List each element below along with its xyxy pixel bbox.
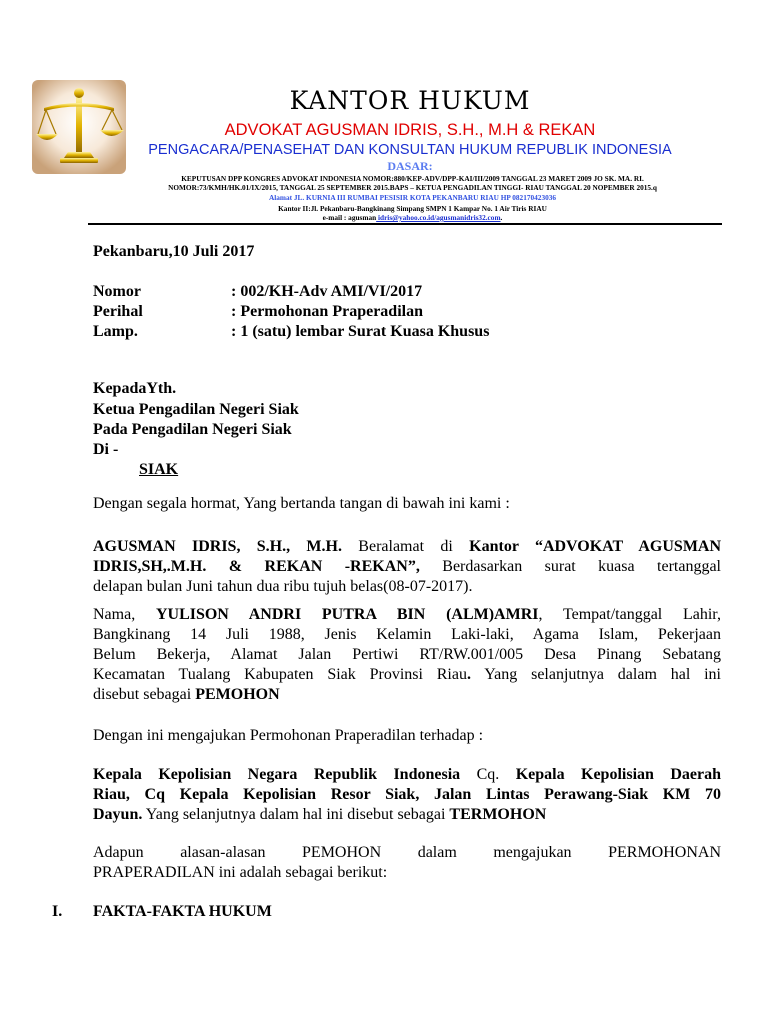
header-divider — [88, 223, 722, 225]
email-label: e-mail : agusman — [322, 213, 377, 222]
scales-of-justice-icon — [30, 78, 128, 176]
dasar-line-1: KEPUTUSAN DPP KONGRES ADVOKAT INDONESIA NOMOR:880/KEP-ADV/DPP-KAI/III/2009 TANGGAL 23 MARET 2009 JO SK. MA. RI. — [181, 174, 644, 183]
p4-line-3: Dayun. Yang selanjutnya dalam hal ini disebut sebagai TERMOHON — [93, 806, 547, 823]
place-date: Pekanbaru,10 Juli 2017 — [93, 243, 255, 260]
dasar-heading: DASAR: — [387, 159, 433, 173]
paragraph-request: Dengan ini mengajukan Permohonan Praperadilan terhadap : — [93, 727, 484, 744]
recipient-di: Di - — [93, 441, 119, 458]
email-link[interactable]: idris@yahoo.co.id/agusmanidris32.com — [376, 213, 501, 222]
recipient-line-2: Pada Pengadilan Negeri Siak — [93, 421, 292, 438]
p4-line-2: Riau, Cq Kepala Kepolisian Resor Siak, Jalan Lintas Perawang-Siak KM 70 — [93, 786, 721, 803]
p2-line-5: disebut sebagai PEMOHON — [93, 686, 280, 703]
p2-line-3: Belum Bekerja, Alamat Jalan Pertiwi RT/RW.001/005 Desa Pinang Sebatang — [93, 646, 721, 663]
p2-line-4: Kecamatan Tualang Kabupaten Siak Provinsi Riau. Yang selanjutnya dalam hal ini — [93, 666, 721, 683]
recipient-salutation: KepadaYth. — [93, 380, 177, 397]
meta-label-nomor: Nomor — [93, 283, 141, 300]
office-email — [140, 213, 685, 222]
email-end: . — [500, 213, 503, 222]
p4-line-1: Kepala Kepolisian Negara Republik Indonesia Cq. Kepala Kepolisian Daerah — [93, 766, 722, 783]
paragraph-applicant — [93, 605, 721, 705]
p1-line-2: IDRIS,SH,.M.H. & REKAN -REKAN”, Berdasarkan surat kuasa tertanggal — [93, 558, 721, 575]
p1-line-3: delapan bulan Juni tahun dua ribu tujuh belas(08-07-2017). — [93, 578, 473, 595]
firm-tagline: PENGACARA/PENASEHAT DAN KONSULTAN HUKUM REPUBLIK INDONESIA — [148, 142, 672, 158]
office-address-1: Alamat JL. KURNIA III RUMBAI PESISIR KOTA PEKANBARU RIAU HP 082170423036 — [268, 193, 557, 202]
section-title: FAKTA-FAKTA HUKUM — [93, 903, 272, 920]
meta-value-nomor: : 002/KH-Adv AMI/VI/2017 — [231, 283, 423, 300]
recipient-city: SIAK — [139, 461, 179, 478]
office-title: KANTOR HUKUM — [289, 86, 531, 115]
paragraph-respondent — [93, 765, 721, 825]
section-number: I. — [52, 903, 63, 920]
p5-line-2: PRAPERADILAN ini adalah sebagai berikut: — [93, 864, 388, 881]
dasar-line-2: NOMOR:73/KMH/HK.01/IX/2015, TANGGAL 25 SEPTEMBER 2015.BAPS – KETUA PENGADILAN TINGGI- RIAU TANGGAL 20 NOPEMBER 2015.q — [168, 183, 657, 192]
p2-line-2: Bangkinang 14 Juli 1988, Jenis Kelamin Laki-laki, Agama Islam, Pekerjaan — [93, 626, 721, 643]
meta-label-lamp: Lamp. — [93, 323, 138, 340]
meta-value-perihal: : Permohonan Praperadilan — [231, 303, 423, 320]
paragraph-advocate — [93, 537, 721, 597]
office-address-2: Kantor II:Jl. Pekanbaru-Bangkinang Simpang SMPN 1 Kampar No. 1 Air Tiris RIAU — [278, 204, 547, 213]
meta-value-lamp: : 1 (satu) lembar Surat Kuasa Khusus — [231, 323, 490, 340]
recipient-line-1: Ketua Pengadilan Negeri Siak — [93, 401, 299, 418]
p5-line-1: Adapun alasan-alasan PEMOHON dalam mengajukan PERMOHONAN — [93, 844, 721, 861]
p1-line-1: AGUSMAN IDRIS, S.H., M.H. Beralamat di Kantor “ADVOKAT AGUSMAN — [93, 538, 722, 555]
greeting: Dengan segala hormat, Yang bertanda tangan di bawah ini kami : — [93, 495, 510, 512]
p2-line-1: Nama, YULISON ANDRI PUTRA BIN (ALM)AMRI, Tempat/tanggal Lahir, — [93, 606, 721, 623]
firm-name: ADVOKAT AGUSMAN IDRIS, S.H., M.H & REKAN — [224, 121, 596, 139]
paragraph-reasons — [93, 843, 721, 883]
meta-label-perihal: Perihal — [93, 303, 143, 320]
